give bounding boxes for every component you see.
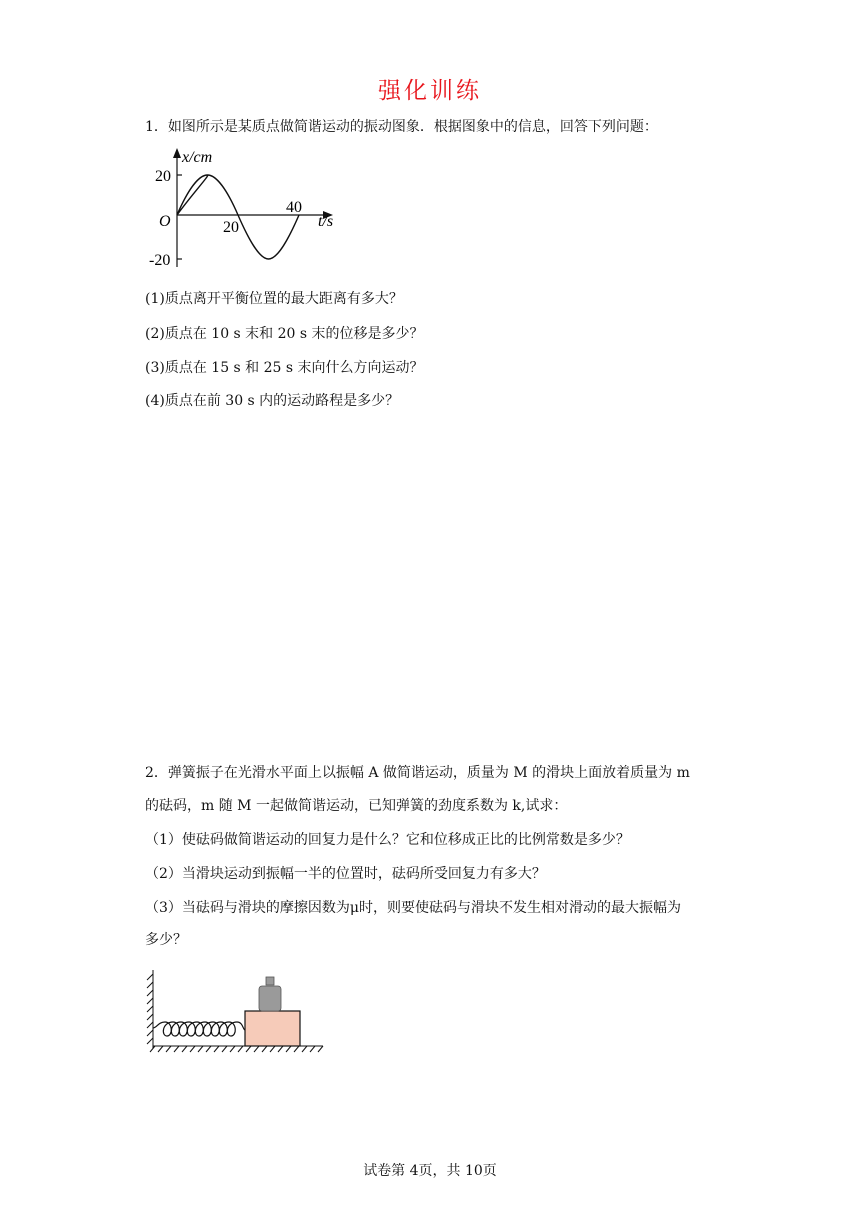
y-axis-arrow bbox=[173, 148, 181, 158]
question-1-sub-4: (4)质点在前 30 s 内的运动路程是多少？ bbox=[145, 393, 400, 409]
question-1-stem: 1．如图所示是某质点做简谐运动的振动图象．根据图象中的信息，回答下列问题： bbox=[145, 119, 658, 135]
page-title: 强化训练 bbox=[378, 78, 482, 104]
vibration-graph bbox=[140, 144, 360, 274]
weight bbox=[259, 986, 281, 1011]
x-tick-label-20: 20 bbox=[223, 219, 239, 236]
y-tick-label-20: 20 bbox=[155, 168, 171, 185]
question-2-sub-1: （1）使砝码做简谐运动的回复力是什么？它和位移成正比的比例常数是多少？ bbox=[145, 832, 630, 848]
origin-label: O bbox=[159, 213, 171, 230]
spring-oscillator-diagram bbox=[143, 966, 328, 1058]
weight-hook bbox=[266, 977, 274, 985]
question-2-sub-2: （2）当滑块运动到振幅一半的位置时，砝码所受回复力有多大？ bbox=[145, 866, 546, 882]
y-tick-label-minus-20: -20 bbox=[149, 252, 171, 269]
floor bbox=[150, 1046, 323, 1052]
question-2-stem-line-1: 2．弹簧振子在光滑水平面上以振幅 A 做简谐运动，质量为 M 的滑块上面放着质量为 m bbox=[145, 765, 690, 781]
question-1-sub-1: (1)质点离开平衡位置的最大距离有多大？ bbox=[145, 291, 403, 307]
x-axis-label: t/s bbox=[318, 213, 334, 230]
question-1-sub-2: (2)质点在 10 s 末和 20 s 末的位移是多少？ bbox=[145, 326, 424, 342]
y-axis-label: x/cm bbox=[182, 149, 213, 166]
x-tick-label-40: 40 bbox=[286, 199, 302, 216]
wall bbox=[147, 970, 153, 1048]
question-2-sub-3-continued: 多少？ bbox=[145, 932, 187, 948]
question-1-sub-3: (3)质点在 15 s 和 25 s 末向什么方向运动？ bbox=[145, 360, 424, 376]
page-footer: 试卷第 4页，共 10页 bbox=[363, 1163, 497, 1179]
sine-curve bbox=[177, 175, 299, 259]
slider-block bbox=[245, 1011, 300, 1046]
question-2-stem-line-2: 的砝码，m 随 M 一起做简谐运动，已知弹簧的劲度系数为 k,试求： bbox=[145, 798, 568, 814]
question-2-sub-3: （3）当砝码与滑块的摩擦因数为μ时，则要使砝码与滑块不发生相对滑动的最大振幅为 bbox=[145, 900, 682, 916]
spring bbox=[153, 1022, 245, 1036]
